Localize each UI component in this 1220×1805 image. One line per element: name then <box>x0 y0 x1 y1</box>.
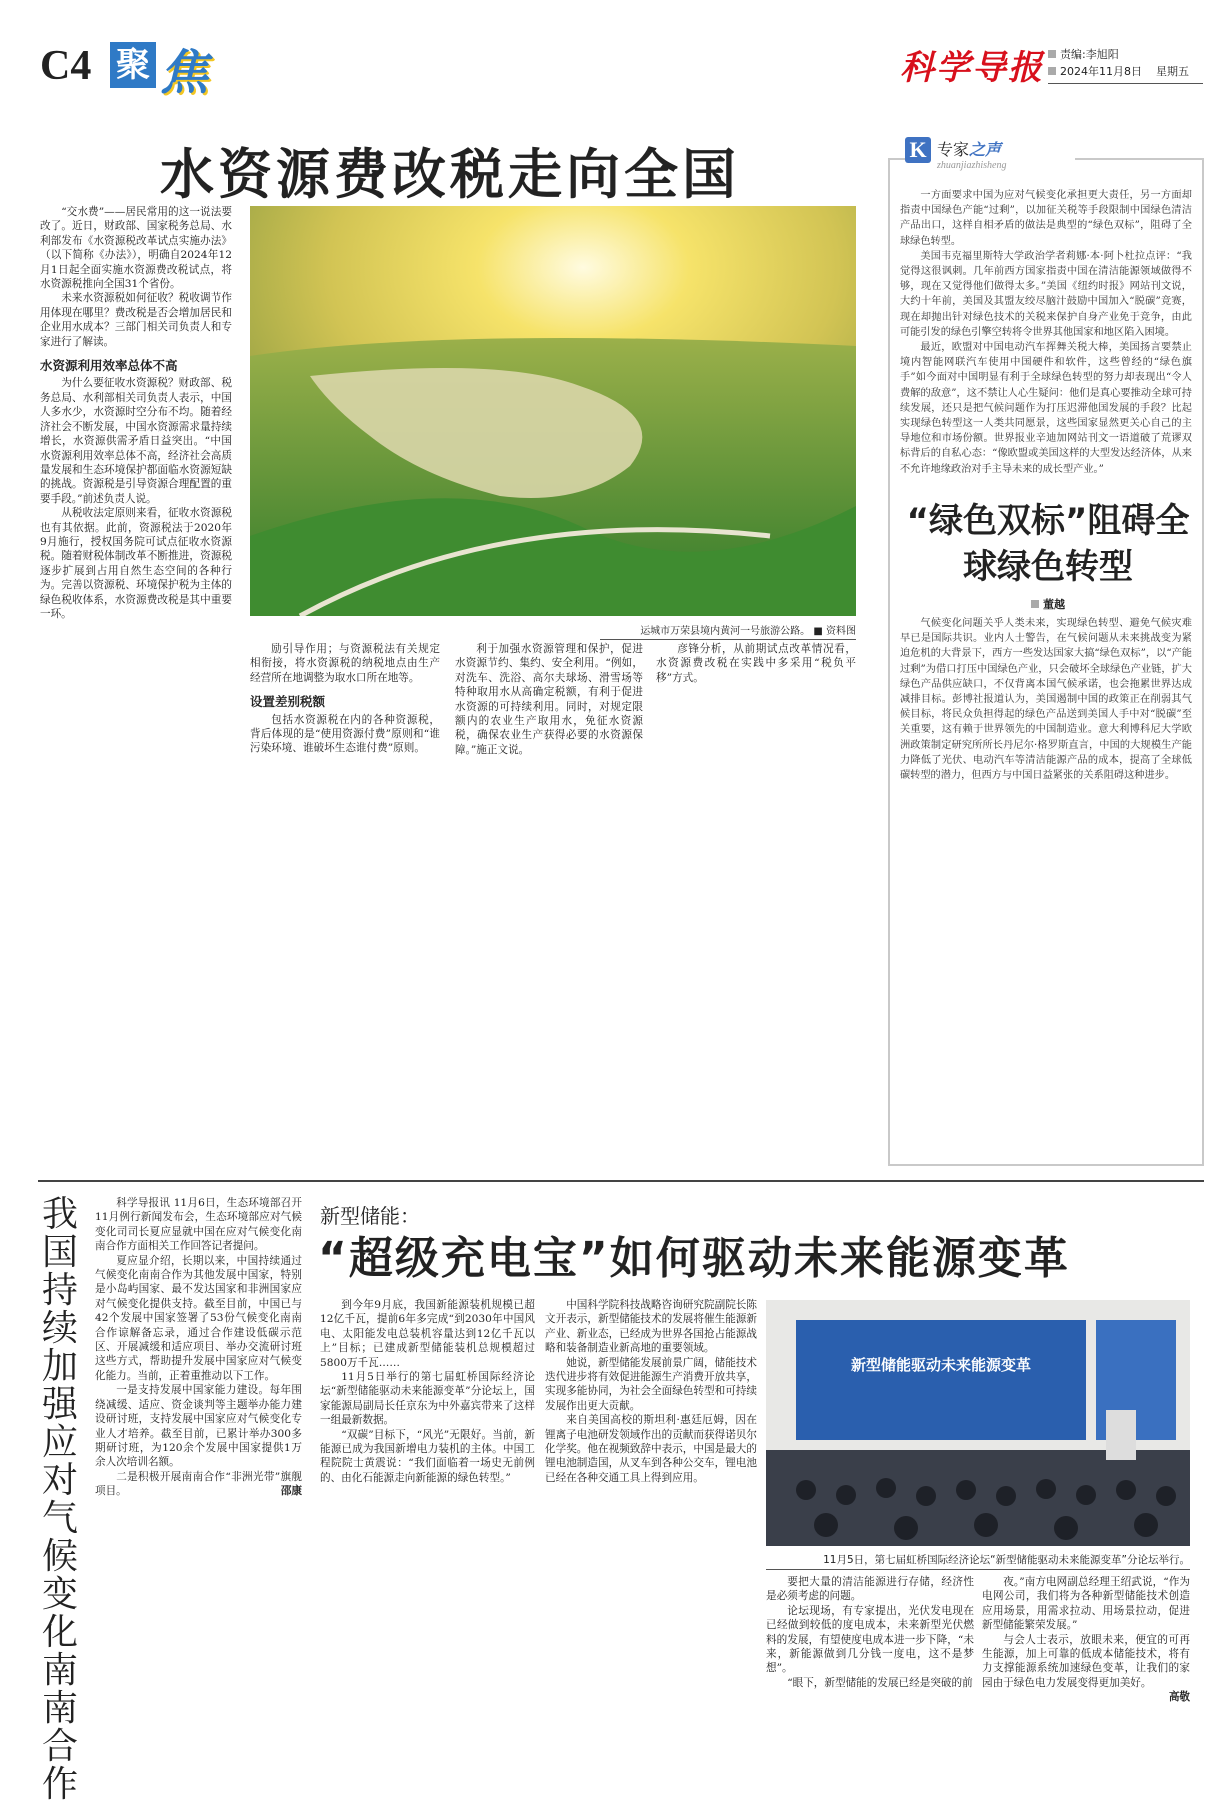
issue-meta <box>1048 46 1203 84</box>
section-logo-char-2: 焦 <box>160 45 209 101</box>
paragraph: 到今年9月底，我国新能源装机规模已超12亿千瓦，提前6年多完成“到2030年中国风电、太阳能发电总装机容量达到12亿千瓦以上”目标；已建成新型储能装机总规模超过5800万千瓦…… <box>320 1299 535 1369</box>
paragraph: 与会人士表示，放眼未来，便宜的可再生能源，加上可靠的低成本储能技术，将有力支撑能源系统加速绿色变革，让我们的家园由于绿色电力发展变得更加美好。 高敬 <box>982 1633 1190 1704</box>
author: 邵康 <box>280 1485 302 1498</box>
subheading: 水资源利用效率总体不高 <box>40 358 178 374</box>
article-column <box>656 642 856 1172</box>
article-column <box>95 1196 302 1706</box>
section-divider <box>38 1180 1204 1182</box>
paragraph: 从税收法定原则来看，征收水资源税也有其依据。此前，资源税法于2020年9月施行，授权国务院可试点征收水资源税。随着财税体制改革不断推进，资源税逐步扩展到占用自然生态空间的各种行为。完善以资源税、环境保护税为主体的绿色税收体系，水资源费改税是其中重要一环。 <box>40 507 232 620</box>
paragraph: 夜。”南方电网副总经理王绍武说，“作为电网公司，我们将为各种新型储能技术创造应用场景，用需求拉动、用场景拉动，促进新型储能繁荣发展。” <box>982 1576 1190 1632</box>
article-column <box>40 205 232 1170</box>
paragraph: 论坛现场，有专家提出，光伏发电现在已经做到较低的度电成本，未来新型光伏燃料的发展，有望使度电成本进一步下降，“未来，新能源做到几分钱一度电，这不是梦想”。 <box>766 1604 974 1675</box>
kicker: 新型储能： <box>320 1204 420 1228</box>
paragraph: 励引导作用；与资源税法有关规定相衔接，将水资源税的纳税地点由生产经营所在地调整为取水口所在地等。 <box>250 643 440 684</box>
article-column <box>766 1575 974 1710</box>
column-pinyin: zhuanjiazhisheng <box>937 160 1007 171</box>
editor: 责编:李旭阳 <box>1060 48 1119 61</box>
vertical-headline: 我国持续加强应对气候变化南南合作 <box>41 1194 78 1805</box>
yellow-river-road-photo <box>250 206 856 616</box>
paragraph: 夏应显介绍，长期以来，中国持续通过气候变化南南合作为其他发展中国家，特别是小岛屿国家、最不发达国家和非洲国家应对气候变化提供支持。截至目前，中国已与42个发展中国家签署了53份气候变化南南合作谅解备忘录，通过合作建设低碳示范区、开展减缓和适应项目、举办交流研讨班这些方式，帮助提升发展中国家应对气候变化能力。当前，正着重推动以下工作。 <box>95 1254 302 1382</box>
paragraph: “眼下，新型储能的发展已经是突破的前 <box>787 1676 973 1689</box>
paragraph: “交水费”——居民常用的这一说法要改了。近日，财政部、国家税务总局、水利部发布《水资源税改革试点实施办法》（以下简称《办法》），明确自2024年12月1日起全面实施水资源费改税试点，将水资源税推向全国31个省份。 <box>40 206 232 291</box>
date: 2024年11月8日 <box>1060 65 1142 78</box>
opinion-column-bottom <box>900 616 1192 1156</box>
newspaper-logo: 科学导报 <box>900 48 1044 88</box>
opinion-title: “绿色双标”阻碍全球绿色转型 <box>906 501 1190 587</box>
paragraph: 美国韦克福里斯特大学政治学者莉娜·本·阿卜杜拉点评：“我觉得这很讽刺。几年前西方国家指责中国在清洁能源领域做得不够，现在又觉得他们做得太多。”美国《纽约时报》网站刊文说，大约十年前，美国及其盟友绞尽脑汁鼓励中国加入“脱碳”竞赛，现在却抛出针对绿色技术的关税来保护自身产业免于竞争，由此可能引发的绿色引擎空转将令世界其他国家和地区陷入困境。 <box>900 250 1192 338</box>
article-column <box>545 1298 757 1708</box>
paragraph: 要把大量的清洁能源进行存储，经济性是必须考虑的问题。 <box>766 1576 974 1603</box>
column-name: 专家之声 <box>937 140 1002 159</box>
headline: 水资源费改税走向全国 <box>160 143 740 206</box>
paragraph: “双碳”目标下，“风光”无限好。当前，新能源已成为我国新增电力装机的主体。中国工程院院士黄震说：“我们面临着一场史无前例的、由化石能源走向新能源的绿色转型。” <box>320 1428 535 1484</box>
page-number: C4 <box>40 43 92 89</box>
paragraph: 彦锋分析，从前期试点改革情况看，水资源费改税在实践中多采用“税负平移”方式。 <box>656 643 856 684</box>
paragraph: 她说，新型储能发展前景广阔，储能技术迭代进步将有效促进能源生产消费开放共享，实现多能协同，为社会全面绿色转型和可持续发展作出更大贡献。 <box>545 1356 757 1412</box>
paragraph: 一方面要求中国为应对气候变化承担更大责任，另一方面却指责中国绿色产能“过剩”，以加征关税等手段限制中国绿色清洁产品出口，这样自相矛盾的做法是典型的“绿色双标”，阻碍了全球绿色转型。 <box>900 190 1192 247</box>
section-logo <box>110 38 230 101</box>
section-logo-char-1: 聚 <box>110 42 156 88</box>
article-column <box>982 1575 1190 1710</box>
article-column <box>250 642 440 1172</box>
forum-photo <box>766 1300 1190 1546</box>
k-logo-icon: K <box>905 137 931 163</box>
article-column <box>455 642 643 1172</box>
opinion-byline: 董越 <box>890 596 1206 612</box>
screen-title: 新型储能驱动未来能源变革 <box>850 1356 1032 1374</box>
paragraph: 一是支持发展中国家能力建设。每年围绕减缓、适应、资金谈判等主题举办能力建设研讨班，支持发展中国家应对气候变化专业人才培养。截至目前，已累计举办300多期研讨班，为120余个发展中国家提供1万余人次培训名额。 <box>95 1384 302 1469</box>
paragraph: 未来水资源税如何征收？税收调节作用体现在哪里？费改税是否会增加居民和企业用水成本？三部门相关司负责人和专家进行了解读。 <box>40 292 232 348</box>
headline-2: “超级充电宝”如何驱动未来能源变革 <box>318 1233 1070 1284</box>
paragraph: 中国科学院科技战略咨询研究院副院长陈文开表示，新型储能技术的发展将催生能源新产业、新业态，已经成为世界各国抢占能源战略和装备制造业新高地的重要领域。 <box>545 1299 757 1355</box>
photo-caption-2: 11月5日，第七届虹桥国际经济论坛“新型储能驱动未来能源变革”分论坛举行。 <box>766 1552 1190 1570</box>
paragraph: 为什么要征收水资源税？财政部、税务总局、水利部相关司负责人表示，中国人多水少，水资源时空分布不均。随着经济社会不断发展，中国水资源需求量持续增长，水资源供需矛盾日益突出。“中国水资源利用效率总体不高，经济社会高质量发展和生态环境保护都面临水资源短缺的挑战。资源税是引导资源合理配置的重要手段。”前述负责人说。 <box>40 377 232 505</box>
paragraph: 来自美国高校的斯坦利·惠廷厄姆，因在锂离子电池研发领域作出的贡献而获得诺贝尔化学奖。他在视频致辞中表示，中国是最大的锂电池制造国，从叉车到各种公交车，锂电池已经在各种交通工具上得到应用。 <box>545 1414 757 1484</box>
author: 高敬 <box>1168 1691 1190 1704</box>
paragraph: 包括水资源税在内的各种资源税，背后体现的是“使用资源付费”原则和“谁污染环境、谁破坏生态谁付费”原则。 <box>250 713 440 755</box>
paragraph: 二是积极开展南南合作“非洲光带”旗舰项目。 邵康 <box>95 1470 302 1498</box>
paragraph: 最近，欧盟对中国电动汽车挥舞关税大棒，美国扬言要禁止境内智能网联汽车使用中国硬件和软件，这些曾经的“绿色旗手”如今面对中国明显有利于全球绿色转型的努力却表现出“令人费解的敌意”，这不禁让人心生疑问：他们是真心要推动全球可持续发展，还只是把气候问题作为打压迟滞他国发展的手段？比起实现绿色转型这一人类共同愿景，这些国家显然更关心自己的主导地位和市场份额。世界报业辛迪加网站刊文一语道破了荒谬双标背后的自私心态：“像欧盟或美国这样的大型发达经济体，从来不允许地缘政治对手主导未来的成长型产业。” <box>900 342 1192 475</box>
square-bullet-icon <box>1048 67 1056 75</box>
paragraph: 气候变化问题关乎人类未来，实现绿色转型、避免气候灾难早已是国际共识。业内人士警告，在气候问题从未来挑战变为紧迫危机的大背景下，西方一些发达国家大搞“绿色双标”，以“产能过剩”为借口打压中国绿色产业，只会破坏全球绿色产业链，扩大绿色产品供应缺口，不仅背离本国气候承诺，也会拖累世界达成减排目标。彭博社报道认为，美国遏制中国的政策正在削弱其气候目标，将民众负担得起的绿色产品送到美国人手中对“脱碳”至关重要，这有赖于世界领先的中国制造业。意大利博科尼大学欧洲政策制定研究所所长丹尼尔·格罗斯直言，中国的大规模生产能力降低了光伏、电动汽车等清洁能源产品的成本，提高了全球低碳转型的潜力，但西方与中国日益紧张的关系阻碍这种进步。 <box>900 618 1192 782</box>
article-column <box>320 1298 535 1708</box>
paragraph: 利于加强水资源管理和保护，促进水资源节约、集约、安全利用。“例如，对洗车、洗浴、高尔夫球场、滑雪场等特种取用水从高确定税额，有利于促进水资源的可持续利用。同时，对规定限额内的农业生产取用水，免征水资源税，确保农业生产获得必要的水资源保障。”施正文说。 <box>455 643 643 756</box>
expert-column-header <box>905 133 1075 177</box>
weekday: 星期五 <box>1156 65 1189 78</box>
opinion-column-top <box>900 188 1192 494</box>
paragraph: 科学导报讯 11月6日，生态环境部召开11月例行新闻发布会，生态环境部应对气候变化司司长夏应显就中国在应对气候变化南南合作方面相关工作回答记者提问。 <box>95 1197 302 1253</box>
subheading: 设置差别税额 <box>250 694 326 710</box>
paragraph: 11月5日举行的第七届虹桥国际经济论坛“新型储能驱动未来能源变革”分论坛上，国家能源局副局长任京东为中外嘉宾带来了这样一组最新数据。 <box>320 1371 535 1427</box>
photo-caption: 运城市万荣县境内黄河一号旅游公路。 ■ 资料图 <box>600 622 856 640</box>
square-bullet-icon <box>1048 50 1056 58</box>
